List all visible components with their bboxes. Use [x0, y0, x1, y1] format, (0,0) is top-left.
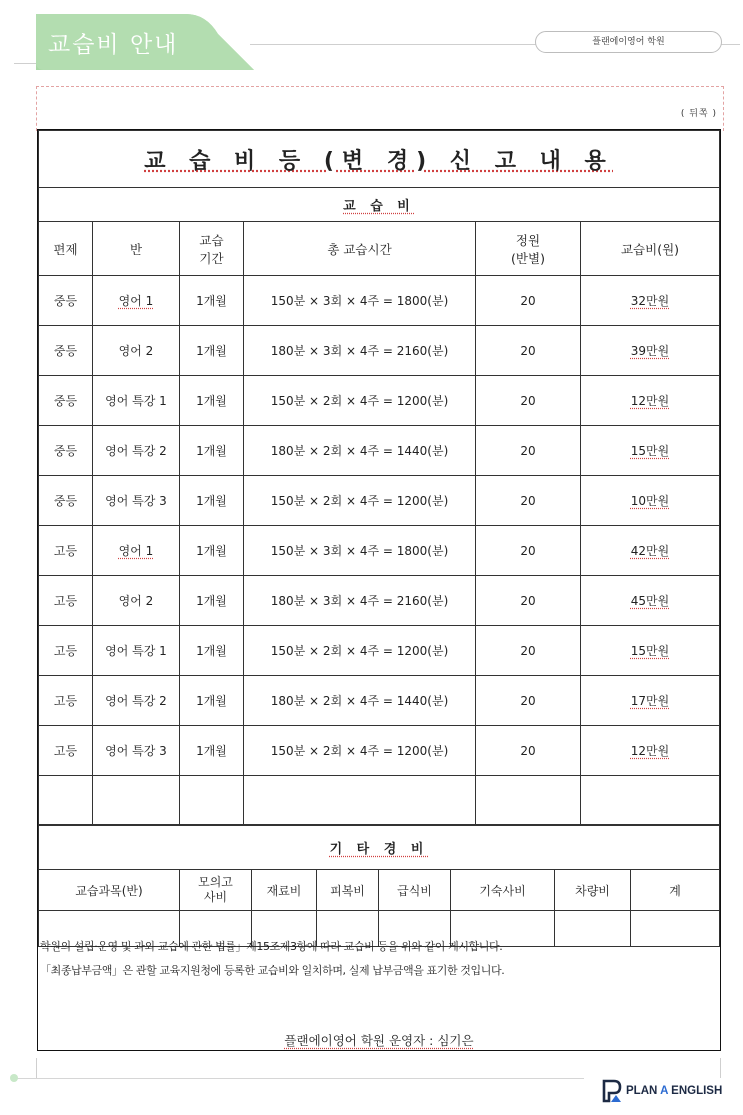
footer-rule	[14, 1078, 584, 1079]
cell-capacity: 20	[476, 276, 581, 326]
col-header-level: 편제	[39, 222, 93, 276]
cell-period: 1개월	[180, 476, 244, 526]
cell-fee: 42만원	[581, 526, 720, 576]
col-header-capacity: 정원 (반별)	[476, 222, 581, 276]
other-header-row	[39, 870, 720, 911]
cell-fee: 12만원	[581, 376, 720, 426]
cell-class: 영어 1	[93, 526, 180, 576]
other-col-header: 재료비	[252, 870, 317, 911]
table-row	[39, 576, 720, 626]
footer-corner-left	[36, 1058, 37, 1078]
cell-class: 영어 특강 3	[93, 726, 180, 776]
cell-capacity: 20	[476, 326, 581, 376]
fee-document	[37, 129, 721, 1051]
cell-class: 영어 특강 1	[93, 376, 180, 426]
cell-fee: 15만원	[581, 626, 720, 676]
cell-capacity: 20	[476, 676, 581, 726]
table-row	[39, 526, 720, 576]
fee-header-row	[39, 222, 720, 276]
fee-section-title: 교 습 비	[39, 188, 720, 222]
cell-fee: 17만원	[581, 676, 720, 726]
cell-hours: 150분 × 3회 × 4주 = 1800(분)	[244, 276, 476, 326]
cell-capacity: 20	[476, 376, 581, 426]
col-header-period: 교습 기간	[180, 222, 244, 276]
fee-table	[38, 130, 720, 825]
cell-class: 영어 특강 2	[93, 676, 180, 726]
cell-class: 영어 2	[93, 576, 180, 626]
cell-period: 1개월	[180, 426, 244, 476]
cell-capacity: 20	[476, 626, 581, 676]
other-col-header: 교습과목(반)	[39, 870, 180, 911]
cell-period: 1개월	[180, 526, 244, 576]
cell-capacity: 20	[476, 576, 581, 626]
col-header-class: 반	[93, 222, 180, 276]
notes	[38, 938, 718, 986]
cell-capacity: 20	[476, 426, 581, 476]
empty-row	[39, 776, 720, 825]
cell-period: 1개월	[180, 626, 244, 676]
document-title: 교 습 비 등 (변 경) 신 고 내 용	[39, 131, 720, 188]
logo-mark-icon	[602, 1079, 622, 1103]
other-col-header: 모의고사비	[180, 870, 252, 911]
cell-period: 1개월	[180, 576, 244, 626]
cell-fee: 12만원	[581, 726, 720, 776]
cell-hours: 150분 × 2회 × 4주 = 1200(분)	[244, 626, 476, 676]
table-row	[39, 426, 720, 476]
cell-fee: 45만원	[581, 576, 720, 626]
cell-period: 1개월	[180, 276, 244, 326]
cell-capacity: 20	[476, 726, 581, 776]
cell-level: 고등	[39, 726, 93, 776]
other-col-header: 기숙사비	[451, 870, 555, 911]
cell-hours: 180분 × 3회 × 4주 = 2160(분)	[244, 326, 476, 376]
cell-hours: 180분 × 3회 × 4주 = 2160(분)	[244, 576, 476, 626]
logo-text: PLAN A ENGLISH	[626, 1085, 723, 1097]
table-row	[39, 376, 720, 426]
other-col-header: 피복비	[317, 870, 379, 911]
other-expense-table	[38, 825, 720, 947]
cell-capacity: 20	[476, 526, 581, 576]
header-rule-left	[14, 63, 36, 64]
table-row	[39, 726, 720, 776]
cell-class: 영어 1	[93, 276, 180, 326]
cell-level: 고등	[39, 576, 93, 626]
cell-period: 1개월	[180, 326, 244, 376]
other-col-header: 차량비	[555, 870, 631, 911]
cell-hours: 180분 × 2회 × 4주 = 1440(분)	[244, 676, 476, 726]
table-row	[39, 676, 720, 726]
cell-hours: 180분 × 2회 × 4주 = 1440(분)	[244, 426, 476, 476]
footer-dot	[10, 1074, 18, 1082]
cell-level: 중등	[39, 476, 93, 526]
cell-level: 중등	[39, 326, 93, 376]
cell-fee: 15만원	[581, 426, 720, 476]
cell-period: 1개월	[180, 676, 244, 726]
col-header-fee: 교습비(원)	[581, 222, 720, 276]
col-header-hours: 총 교습시간	[244, 222, 476, 276]
cell-fee: 39만원	[581, 326, 720, 376]
cell-hours: 150분 × 2회 × 4주 = 1200(분)	[244, 376, 476, 426]
cell-level: 중등	[39, 376, 93, 426]
cell-level: 고등	[39, 526, 93, 576]
cell-hours: 150분 × 3회 × 4주 = 1800(분)	[244, 526, 476, 576]
cell-period: 1개월	[180, 376, 244, 426]
cell-level: 고등	[39, 626, 93, 676]
table-row	[39, 626, 720, 676]
note-line: 「최종납부금액」은 관할 교육지원청에 등록한 교습비와 일치하며, 실제 납부금액을 표기한 것입니다.	[40, 964, 505, 977]
operator-signature: 플랜에이영어 학원 운영자 : 심기은	[284, 1033, 474, 1048]
cell-capacity: 20	[476, 476, 581, 526]
cell-fee: 32만원	[581, 276, 720, 326]
cell-class: 영어 특강 3	[93, 476, 180, 526]
table-row	[39, 276, 720, 326]
side-label: ( 뒤쪽 )	[680, 109, 717, 119]
cell-fee: 10만원	[581, 476, 720, 526]
footer-corner-right	[720, 1058, 721, 1078]
table-row	[39, 476, 720, 526]
cell-period: 1개월	[180, 726, 244, 776]
cell-hours: 150분 × 2회 × 4주 = 1200(분)	[244, 476, 476, 526]
other-col-header: 급식비	[379, 870, 451, 911]
section-title: 교습비 안내	[48, 32, 179, 58]
note-line: 학원의 설립·운영 및 과외 교습에 관한 법률」제15조제3항에 따라 교습비 등을 위와 같이 게시합니다.	[40, 940, 503, 953]
cell-class: 영어 2	[93, 326, 180, 376]
other-section-title: 기 타 경 비	[39, 826, 720, 870]
cell-level: 고등	[39, 676, 93, 726]
academy-name-badge: 플랜에이영어 학원	[535, 31, 722, 53]
cell-class: 영어 특강 2	[93, 426, 180, 476]
brand-logo	[602, 1077, 722, 1105]
cell-class: 영어 특강 1	[93, 626, 180, 676]
cell-hours: 150분 × 2회 × 4주 = 1200(분)	[244, 726, 476, 776]
cell-level: 중등	[39, 426, 93, 476]
cell-level: 중등	[39, 276, 93, 326]
dashed-frame	[36, 86, 724, 131]
table-row	[39, 326, 720, 376]
other-col-header: 계	[631, 870, 720, 911]
